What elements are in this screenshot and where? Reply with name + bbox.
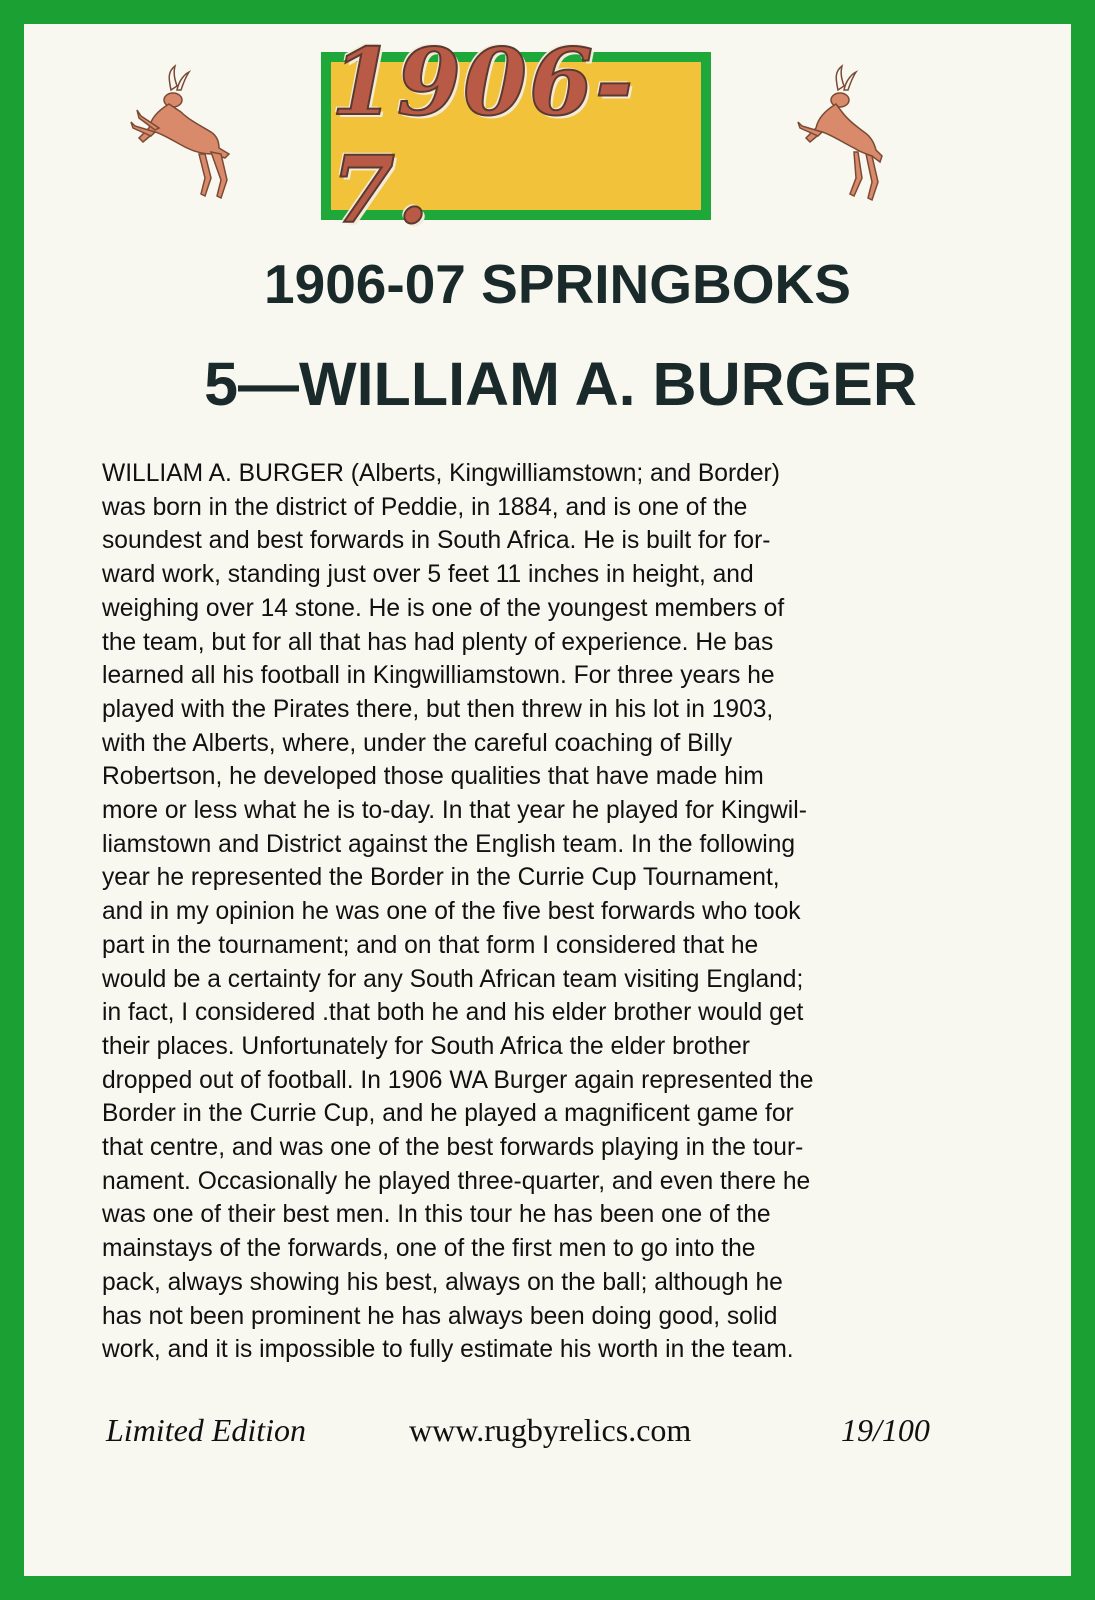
year-banner-inner	[331, 28, 701, 244]
bio-line: with the Alberts, where, under the careful coaching of Billy	[102, 729, 733, 757]
springbok-card	[24, 24, 1071, 1576]
bio-line: their places. Unfortunately for South Africa the elder brother	[102, 1032, 750, 1060]
bio-line: year he represented the Border in the Currie Cup Tournament,	[102, 864, 780, 892]
bio-line: more or less what he is to-day. In that year he played for Kingwil-	[102, 797, 807, 825]
bio-line: part in the tournament; and on that form I considered that he	[102, 931, 759, 959]
page-title: 1906-07 SPRINGBOKS	[264, 253, 851, 315]
bio-line: pack, always showing his best, always on the ball; although he	[102, 1268, 783, 1296]
player-biography	[102, 457, 962, 1367]
bio-line: soundest and best forwards in South Africa. He is built for for-	[102, 527, 771, 555]
bio-line: that centre, and was one of the best forwards playing in the tour-	[102, 1134, 804, 1162]
springbok-icon	[129, 62, 239, 212]
edition-number: 19/100	[841, 1412, 930, 1448]
bio-line: was one of their best men. In this tour he has been one of the	[102, 1201, 771, 1229]
bio-line: dropped out of football. In 1906 WA Burger again represented the	[102, 1066, 814, 1094]
edition-label: Limited Edition	[106, 1412, 306, 1448]
bio-line: has not been prominent he has always been doing good, solid	[102, 1302, 778, 1330]
bio-line: weighing over 14 stone. He is one of the youngest members of	[102, 594, 785, 622]
player-name: 5—WILLIAM A. BURGER	[204, 350, 917, 418]
bio-line: in fact, I considered .that both he and his elder brother would get	[102, 999, 804, 1027]
year-banner	[321, 28, 711, 244]
bio-line: would be a certainty for any South African team visiting England;	[102, 965, 804, 993]
bio-line: nament. Occasionally he played three-quarter, and even there he	[102, 1167, 811, 1195]
website-link[interactable]: www.rugbyrelics.com	[409, 1412, 692, 1448]
springbok-icon	[776, 62, 886, 212]
bio-line: the team, but for all that has had plenty of experience. He bas	[102, 628, 774, 656]
bio-line: mainstays of the forwards, one of the first men to go into the	[102, 1235, 756, 1263]
bio-line: and in my opinion he was one of the five best forwards who took	[102, 898, 801, 926]
bio-line: was born in the district of Peddie, in 1884, and is one of the	[102, 493, 748, 521]
bio-line: played with the Pirates there, but then threw in his lot in 1903,	[102, 695, 774, 723]
banner-year: 1906-7.	[331, 28, 636, 244]
bio-line: ward work, standing just over 5 feet 11 inches in height, and	[102, 561, 754, 589]
bio-line: Robertson, he developed those qualities that have made him	[102, 763, 764, 791]
bio-line: WILLIAM A. BURGER (Alberts, Kingwilliamstown; and Border)	[102, 460, 780, 487]
bio-line: Border in the Currie Cup, and he played a magnificent game for	[102, 1100, 794, 1128]
bio-line: learned all his football in Kingwilliamstown. For three years he	[102, 662, 775, 690]
bio-line: liamstown and District against the English team. In the following	[102, 830, 796, 858]
bio-line: work, and it is impossible to fully estimate his worth in the team.	[102, 1336, 794, 1364]
